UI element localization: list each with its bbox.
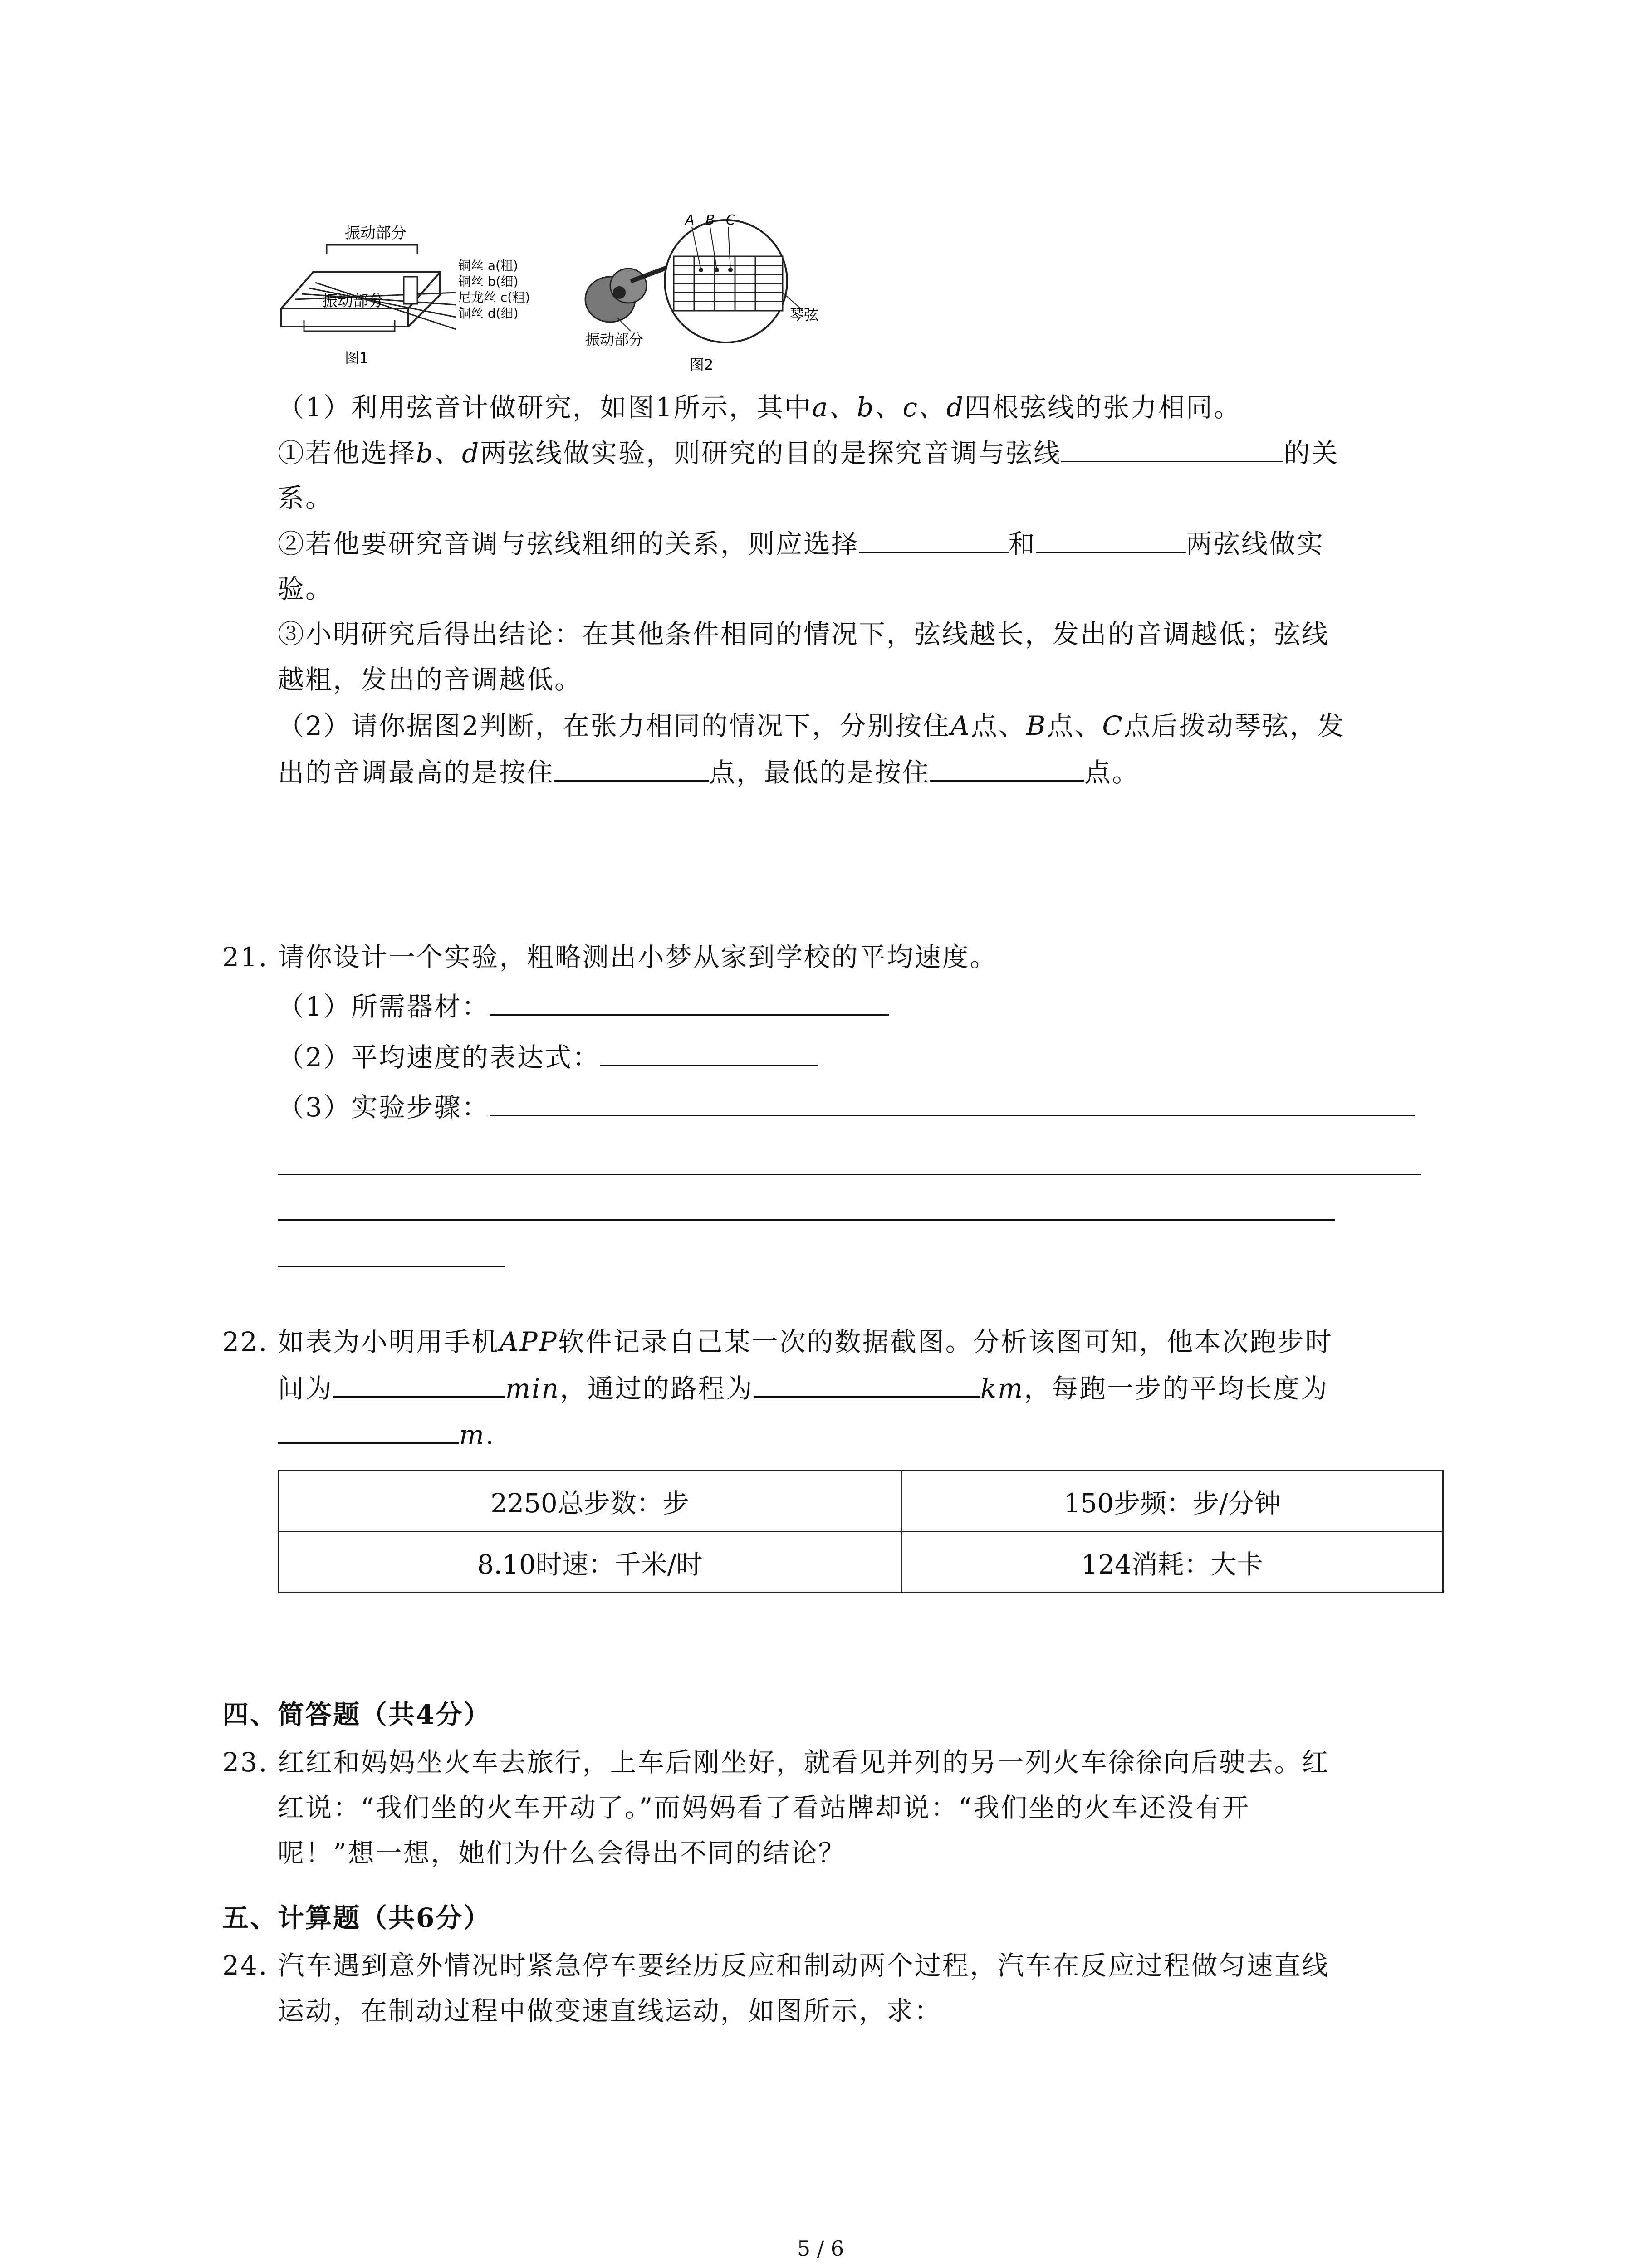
fig1-caption: 图1 [345, 349, 369, 367]
q21-stem: 21. 请你设计一个实验，粗略测出小梦从家到学校的平均速度。 [222, 942, 998, 973]
q23-line2: 红说：“我们坐的火车开动了。”而妈妈看了看站牌却说：“我们坐的火车还没有开 [278, 1792, 1250, 1823]
answer-blank[interactable] [754, 1370, 980, 1398]
answer-blank[interactable] [859, 525, 1009, 553]
answer-blank[interactable] [600, 1039, 818, 1066]
fig1-string-d: 铜丝 d(细) [458, 306, 519, 321]
section-4-title: 四、简答题（共4分） [222, 1699, 491, 1730]
table-row [279, 1471, 1443, 1532]
fig2-string-label: 琴弦 [789, 306, 819, 323]
q20-sub2: ②若他要研究音调与弦线粗细的关系，则应选择 和 两弦线做实 [278, 525, 1324, 562]
answer-blank[interactable] [333, 1370, 505, 1398]
answer-blank[interactable] [490, 1089, 1415, 1116]
fig1-top-label: 振动部分 [345, 224, 407, 242]
answer-line[interactable] [278, 1266, 505, 1267]
answer-line[interactable] [278, 1219, 1335, 1221]
answer-blank[interactable] [490, 988, 889, 1016]
answer-line[interactable] [278, 1174, 1421, 1175]
answer-blank[interactable] [278, 1416, 459, 1444]
q21-part1: （1）所需器材： [278, 988, 889, 1025]
fig2-caption: 图2 [690, 356, 714, 373]
q20-sub2-cont: 验。 [278, 573, 333, 604]
table-cell: 124消耗：大卡 [901, 1532, 1443, 1593]
answer-blank[interactable] [554, 754, 709, 782]
q20-sub3-cont: 越粗，发出的音调越低。 [278, 664, 583, 695]
q20-sub3: ③小明研究后得出结论：在其他条件相同的情况下，弦线越长，发出的音调越低；弦线 [278, 619, 1330, 650]
q22-line2: 间为 min，通过的路程为 km，每跑一步的平均长度为 [278, 1370, 1328, 1407]
q20-sub1: ①若他选择b、d两弦线做实验，则研究的目的是探究音调与弦线 的关 [278, 435, 1339, 471]
table-row [279, 1532, 1443, 1593]
fig1-bottom-label: 振动部分 [322, 292, 384, 310]
fig2-point-a: A [685, 213, 695, 228]
answer-blank[interactable] [1061, 435, 1283, 462]
q22-line1: 22. 如表为小明用手机APP软件记录自己某一次的数据截图。分析该图可知，他本次跑步时 [222, 1326, 1333, 1357]
running-data-table [278, 1470, 1444, 1593]
figure-1-string-meter [277, 218, 567, 372]
section-5-title: 五、计算题（共6分） [222, 1902, 491, 1933]
table-cell: 8.10时速：千米/时 [279, 1532, 901, 1593]
q20-part2-cont: 出的音调最高的是按住 点，最低的是按住 点。 [278, 754, 1140, 791]
q23-line3: 呢！”想一想，她们为什么会得出不同的结论？ [278, 1838, 846, 1868]
table-cell: 150步频：步/分钟 [901, 1471, 1443, 1532]
q21-part3: （3）实验步骤： [278, 1089, 1415, 1125]
fig2-vibrating-label: 振动部分 [585, 331, 644, 348]
q20-sub1-cont: 系。 [278, 483, 333, 513]
q20-part2: （2）请你据图2判断，在张力相同的情况下，分别按住A点、B点、C点后拨动琴弦，发 [278, 710, 1345, 741]
q23-line1: 23. 红红和妈妈坐火车去旅行，上车后刚坐好，就看见并列的另一列火车徐徐向后驶去。红 [222, 1747, 1330, 1778]
answer-blank[interactable] [1036, 525, 1186, 553]
fig1-string-b: 铜丝 b(细) [458, 274, 519, 289]
page-number: 5 / 6 [797, 2236, 844, 2261]
q22-line3: m. [278, 1416, 495, 1453]
fig2-point-b: B [705, 213, 715, 228]
q24-line2: 运动，在制动过程中做变速直线运动，如图所示，求： [278, 1995, 942, 2026]
answer-blank[interactable] [930, 754, 1084, 782]
table-cell: 2250总步数：步 [279, 1471, 901, 1532]
q24-line1: 24. 汽车遇到意外情况时紧急停车要经历反应和制动两个过程，汽车在反应过程做匀速直线 [222, 1950, 1330, 1981]
figure-2-guitar [576, 213, 857, 376]
fig2-point-c: C [726, 213, 735, 228]
fig1-string-a: 铜丝 a(粗) [458, 258, 518, 273]
fig1-string-c: 尼龙丝 c(粗) [458, 290, 530, 305]
q20-part1: （1）利用弦音计做研究，如图1所示，其中a、b、c、d四根弦线的张力相同。 [278, 392, 1242, 423]
q21-part2: （2）平均速度的表达式： [278, 1039, 818, 1075]
